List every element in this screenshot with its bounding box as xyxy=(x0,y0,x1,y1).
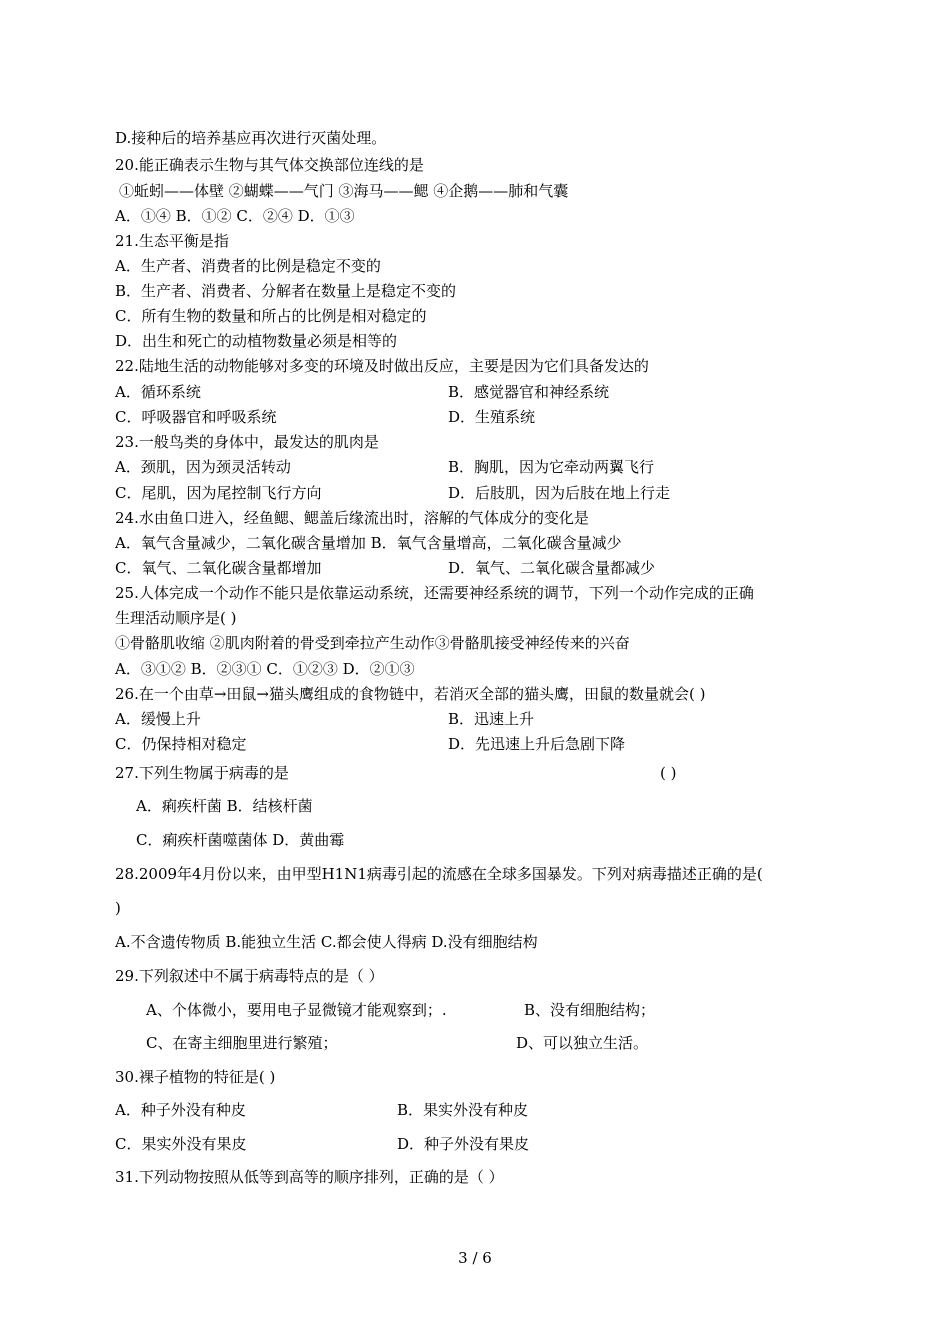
q27-options-ab: A．痢疾杆菌 B．结核杆菌 xyxy=(136,797,313,815)
q30-option-b: B．果实外没有种皮 xyxy=(397,1101,529,1119)
q28-options: A.不含遗传物质 B.能独立生活 C.都会使人得病 D.没有细胞结构 xyxy=(115,933,538,951)
q20-options: A．①④ B．①② C．②④ D．①③ xyxy=(115,207,355,225)
q19-option-d: D.接种后的培养基应再次进行灭菌处理。 xyxy=(115,129,387,147)
q27-answer-paren: ( ) xyxy=(660,764,677,782)
q22-option-c: C．呼吸器官和呼吸系统 xyxy=(115,408,277,426)
q25-options: A．③①② B．②③① C．①②③ D．②①③ xyxy=(115,660,415,678)
q29-option-d: D、可以独立生活。 xyxy=(516,1034,649,1052)
q23-option-a: A．颈肌，因为颈灵活转动 xyxy=(115,458,291,476)
q30-option-d: D．种子外没有果皮 xyxy=(397,1135,530,1153)
q21-stem: 21.生态平衡是指 xyxy=(115,232,229,250)
q21-option-a: A．生产者、消费者的比例是稳定不变的 xyxy=(115,257,381,275)
q26-option-d: D．先迅速上升后急剧下降 xyxy=(448,735,626,753)
q27-stem: 27.下列生物属于病毒的是 xyxy=(115,764,289,782)
q25-stem: 25.人体完成一个动作不能只是依靠运动系统，还需要神经系统的调节，下列一个动作完成的正确 xyxy=(115,584,754,602)
q24-option-c: C．氧气、二氧化碳含量都增加 xyxy=(115,559,322,577)
q26-option-a: A．缓慢上升 xyxy=(115,710,201,728)
q29-option-c: C、在寄主细胞里进行繁殖； xyxy=(146,1034,338,1052)
q31-stem: 31.下列动物按照从低等到高等的顺序排列，正确的是（ ） xyxy=(115,1168,504,1186)
q26-option-b: B．迅速上升 xyxy=(448,710,535,728)
q24-stem: 24.水由鱼口进入，经鱼鳃、鳃盖后缘流出时，溶解的气体成分的变化是 xyxy=(115,509,589,527)
q23-option-d: D．后肢肌，因为后肢在地上行走 xyxy=(448,484,671,502)
q22-option-b: B．感觉器官和神经系统 xyxy=(448,383,610,401)
q23-option-c: C．尾肌，因为尾控制飞行方向 xyxy=(115,484,322,502)
q27-options-cd: C．痢疾杆菌噬菌体 D．黄曲霉 xyxy=(136,831,345,849)
q21-option-c: C．所有生物的数量和所占的比例是相对稳定的 xyxy=(115,307,427,325)
q20-stem: 20.能正确表示生物与其气体交换部位连线的是 xyxy=(115,156,424,174)
page-number: 3 / 6 xyxy=(458,1249,492,1267)
q25-stem-cont: 生理活动顺序是( ) xyxy=(115,609,237,627)
q24-option-d: D．氧气、二氧化碳含量都减少 xyxy=(448,559,656,577)
q28-stem-cont: ) xyxy=(115,899,121,917)
q22-stem: 22.陆地生活的动物能够对多变的环境及时做出反应，主要是因为它们具备发达的 xyxy=(115,357,649,375)
q23-stem: 23.一般鸟类的身体中，最发达的肌肉是 xyxy=(115,433,379,451)
q29-option-a: A、个体微小，要用电子显微镜才能观察到；. xyxy=(146,1001,447,1019)
q21-option-d: D．出生和死亡的动植物数量必须是相等的 xyxy=(115,332,398,350)
q22-option-a: A．循环系统 xyxy=(115,383,201,401)
q26-option-c: C．仍保持相对稳定 xyxy=(115,735,247,753)
q29-option-b: B、没有细胞结构； xyxy=(524,1001,656,1019)
q25-items: ①骨骼肌收缩 ②肌肉附着的骨受到牵拉产生动作③骨骼肌接受神经传来的兴奋 xyxy=(115,634,630,652)
q28-stem: 28.2009年4月份以来，由甲型H1N1病毒引起的流感在全球多国暴发。下列对病毒描述正确的是( xyxy=(115,865,763,883)
q22-option-d: D．生殖系统 xyxy=(448,408,536,426)
q21-option-b: B．生产者、消费者、分解者在数量上是稳定不变的 xyxy=(115,282,457,300)
q26-stem: 26.在一个由草→田鼠→猫头鹰组成的食物链中，若消灭全部的猫头鹰，田鼠的数量就会( ) xyxy=(115,685,706,703)
q24-options-ab: A．氧气含量减少，二氧化碳含量增加 B．氧气含量增高，二氧化碳含量减少 xyxy=(115,534,622,552)
q30-option-c: C．果实外没有果皮 xyxy=(115,1135,247,1153)
q23-option-b: B．胸肌，因为它牵动两翼飞行 xyxy=(448,458,655,476)
q20-items: ①蚯蚓——体壁 ②蝴蝶——气门 ③海马——鳃 ④企鹅——肺和气囊 xyxy=(119,182,569,200)
q30-option-a: A．种子外没有种皮 xyxy=(115,1101,246,1119)
q30-stem: 30.裸子植物的特征是( ) xyxy=(115,1068,276,1086)
q29-stem: 29.下列叙述中不属于病毒特点的是（ ） xyxy=(115,967,384,985)
